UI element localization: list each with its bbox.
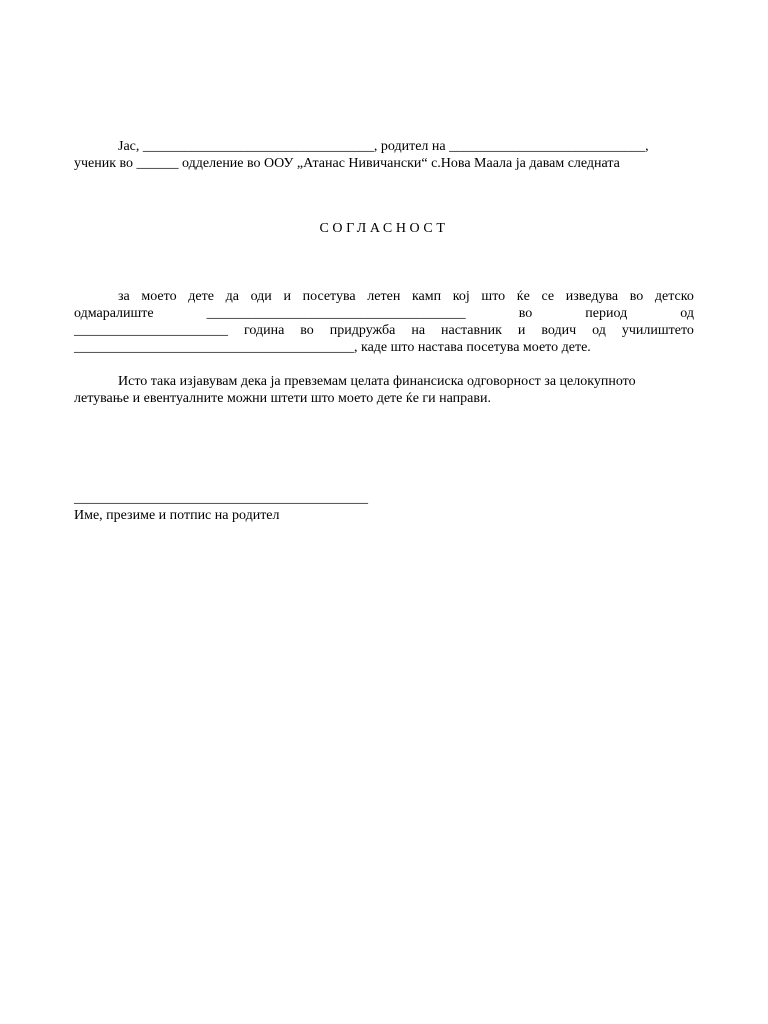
intro-paragraph (74, 138, 694, 172)
liability-line-1 (74, 373, 694, 390)
word: да (225, 289, 239, 304)
word: училиштето (621, 323, 694, 338)
word: што (481, 289, 506, 304)
word: на (411, 323, 426, 338)
liability-line-1-text: Исто така изјавувам дека ја превземам целата финансиска одговорност за целокупното (118, 374, 636, 389)
word: од (680, 306, 694, 321)
document-title: СОГЛАСНОСТ (319, 221, 449, 236)
word: ______________________ (74, 323, 228, 338)
signature-block (74, 490, 694, 524)
intro-line-1-text: Јас, _________________________________, родител на ____________________________, (118, 139, 649, 154)
word: и (517, 323, 526, 338)
consent-line-3 (74, 322, 694, 339)
word: детско (654, 289, 694, 304)
word: моето (141, 289, 177, 304)
word: летен (367, 289, 401, 304)
consent-line-4: ________________________________________, каде што настава посетува моето дете. (74, 340, 591, 355)
word: кој (452, 289, 470, 304)
word: _____________________________________ (206, 306, 466, 321)
signature-caption: Име, презиме и потпис на родител (74, 508, 280, 523)
intro-line-2: ученик во ______ одделение во ООУ „Атанас Нивичански“ с.Нова Маала ја давам следната (74, 156, 620, 171)
word: во (300, 323, 314, 338)
word: се (541, 289, 555, 304)
word: изведува (565, 289, 619, 304)
word: период (585, 306, 628, 321)
intro-line-1 (74, 138, 694, 155)
word: година (243, 323, 285, 338)
word: оди (250, 289, 272, 304)
word: водич (541, 323, 577, 338)
word: во (629, 289, 644, 304)
liability-line-2: летување и евентуалните можни штети што моето дете ќе ги направи. (74, 391, 491, 406)
liability-paragraph (74, 373, 694, 407)
signature-line: __________________________________________ (74, 491, 368, 506)
word: дете (188, 289, 214, 304)
consent-paragraph (74, 288, 694, 356)
word: ќе (516, 289, 530, 304)
word: одмаралиште (74, 306, 154, 321)
word: придружба (329, 323, 396, 338)
word: наставник (441, 323, 502, 338)
consent-line-2 (74, 305, 694, 322)
consent-line-1 (74, 288, 694, 305)
word: и (283, 289, 291, 304)
word: посетува (302, 289, 356, 304)
word: од (592, 323, 606, 338)
word: за (118, 289, 130, 304)
word: камп (411, 289, 442, 304)
word: во (518, 306, 533, 321)
